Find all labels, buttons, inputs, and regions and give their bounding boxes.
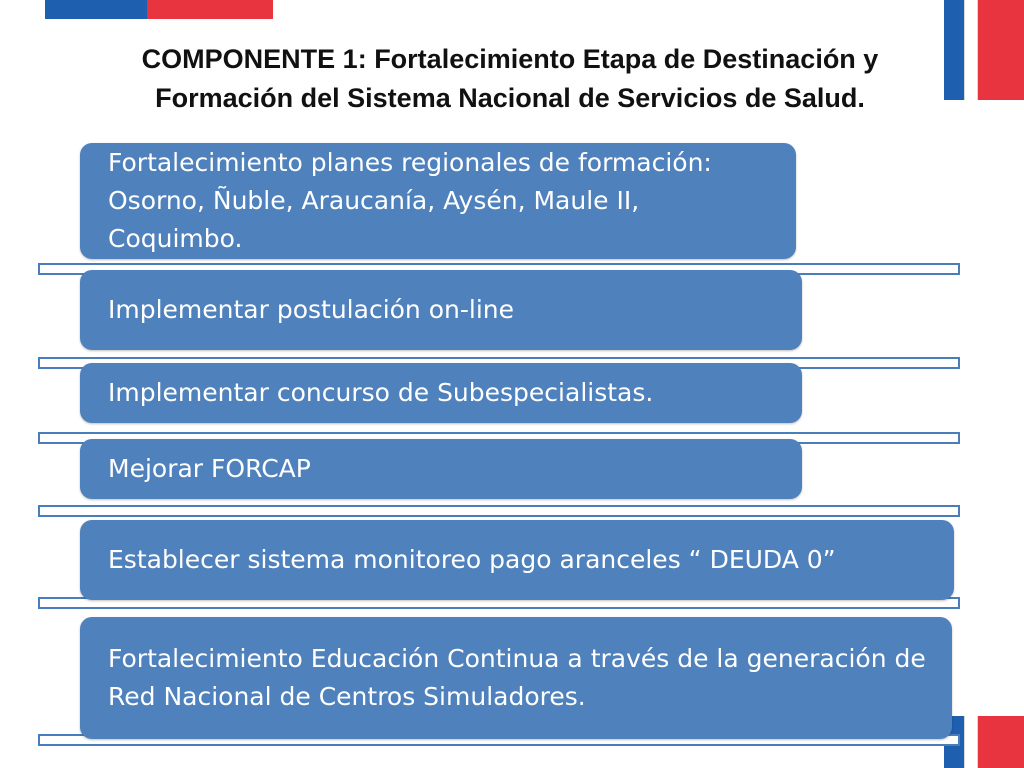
slide-title-line-1: COMPONENTE 1: Fortalecimiento Etapa de Destinación y — [141, 44, 879, 74]
slide-title — [60, 40, 960, 118]
list-item-label: Fortalecimiento planes regionales de formación: Osorno, Ñuble, Araucanía, Aysén, Maule II, Coquimbo. — [108, 148, 712, 253]
flag-white-stripe — [964, 0, 978, 100]
list-item-payment-monitoring — [80, 520, 954, 600]
list-item-regional-plans — [80, 143, 796, 259]
flag-red-stripe — [978, 0, 1024, 100]
slide-title-line-2: Formación del Sistema Nacional de Servicios de Salud. — [155, 83, 865, 113]
list-item-label: Mejorar FORCAP — [108, 454, 311, 483]
flag-red-block — [147, 0, 273, 19]
list-item-label: Implementar postulación on-line — [108, 295, 515, 324]
list-item-continuing-education — [80, 617, 952, 739]
list-item-online-application — [80, 270, 802, 350]
list-item-subspecialist-contest — [80, 363, 802, 423]
list-item-label: Fortalecimiento Educación Continua a través de la generación de Red Nacional de Centros Simuladores. — [108, 644, 926, 711]
flag-white-stripe — [964, 716, 978, 768]
flag-red-stripe — [978, 716, 1024, 768]
list-item-label: Implementar concurso de Subespecialistas. — [108, 378, 654, 407]
connector-track — [38, 505, 960, 517]
flag-blue-block — [45, 0, 147, 19]
list-item-forcap — [80, 439, 802, 499]
flag-stripe-top-left — [45, 0, 273, 19]
list-item-label: Establecer sistema monitoreo pago aranceles “ DEUDA 0” — [108, 545, 836, 574]
